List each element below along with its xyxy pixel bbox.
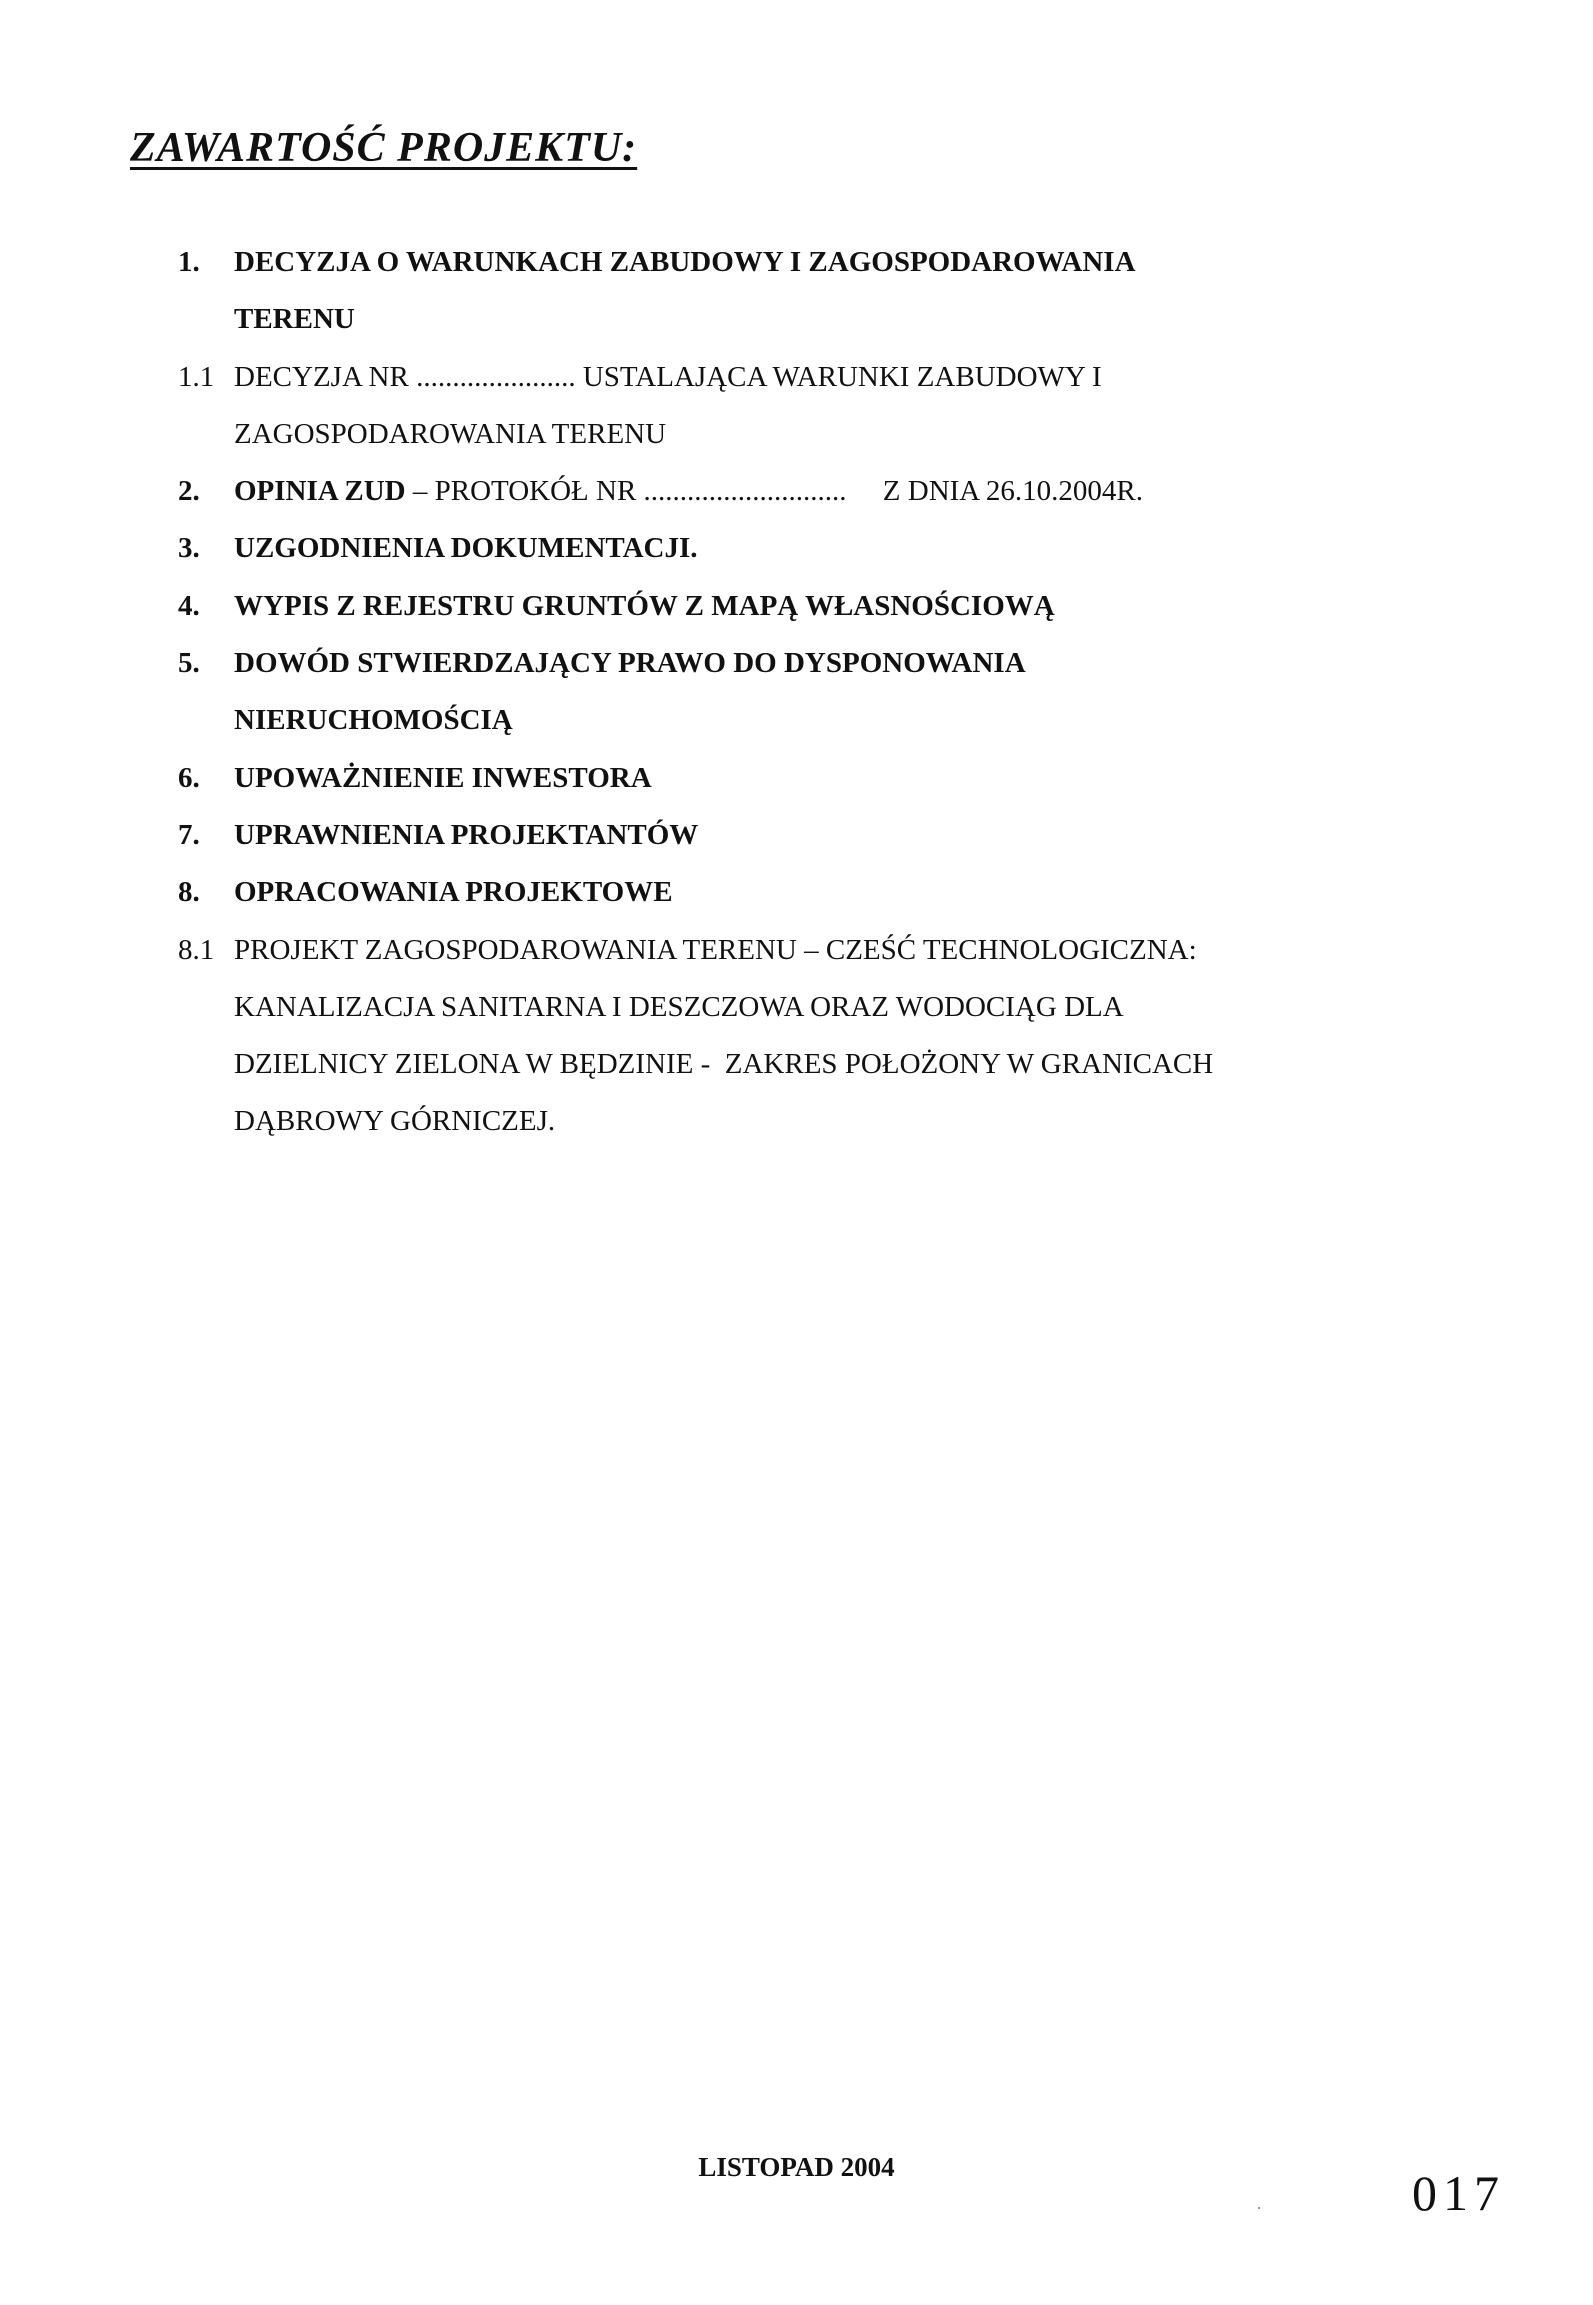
toc-item-text: OPRACOWANIA PROJEKTOWE xyxy=(234,876,673,909)
toc-item-number: 3. xyxy=(178,532,200,565)
toc-item-text: ZAGOSPODAROWANIA TERENU xyxy=(234,417,667,450)
toc-item-4 xyxy=(178,578,1428,635)
toc-item-number: 8.1 xyxy=(178,933,215,966)
toc-item-text: DOWÓD STWIERDZAJĄCY PRAWO DO DYSPONOWANIA xyxy=(234,647,1026,680)
toc-item-text: UPOWAŻNIENIE INWESTORA xyxy=(234,761,652,794)
toc-item-text: KANALIZACJA SANITARNA I DESZCZOWA ORAZ WODOCIĄG DLA xyxy=(234,990,1124,1023)
toc-item-text: PROJEKT ZAGOSPODAROWANIA TERENU – CZEŚĆ TECHNOLOGICZNA: xyxy=(234,933,1197,966)
footer-date: LISTOPAD 2004 xyxy=(698,2152,895,2182)
toc-item-number: 2. xyxy=(178,475,200,508)
toc-item-5 xyxy=(178,635,1428,750)
toc-item-text: NIERUCHOMOŚCIĄ xyxy=(234,704,513,737)
toc-item-text: DĄBROWY GÓRNICZEJ. xyxy=(234,1105,556,1138)
toc-item-1-1 xyxy=(178,349,1428,464)
toc-item-text: DZIELNICY ZIELONA W BĘDZINIE - ZAKRES POŁOŻONY W GRANICACH xyxy=(234,1048,1214,1081)
toc-item-number: 1. xyxy=(178,246,200,278)
toc-item-number: 8. xyxy=(178,876,200,909)
toc-item-bold-prefix: OPINIA ZUD xyxy=(234,475,406,508)
toc-item-rest: – PROTOKÓŁ NR ............................ Z DNIA 26.10.2004R. xyxy=(405,475,1143,508)
toc-item-number: 4. xyxy=(178,589,200,622)
toc-item-number: 1.1 xyxy=(178,360,215,393)
toc-item-number: 5. xyxy=(178,647,200,680)
toc-item-text: UPRAWNIENIA PROJEKTANTÓW xyxy=(234,818,699,851)
toc-item-number: 6. xyxy=(178,761,200,794)
toc-item-8 xyxy=(178,864,1428,921)
page-number: 017 xyxy=(1412,2165,1505,2221)
toc-item-text xyxy=(234,463,1428,520)
toc-item-7 xyxy=(178,807,1428,864)
toc-item-text: TERENU xyxy=(234,303,355,336)
toc-item-6 xyxy=(178,750,1428,807)
toc-item-text: DECYZJA O WARUNKACH ZABUDOWY I ZAGOSPODAROWANIA xyxy=(234,246,1136,278)
toc-item-text: DECYZJA NR ...................... USTALAJĄCA WARUNKI ZABUDOWY I xyxy=(234,360,1102,393)
toc-item-text: WYPIS Z REJESTRU GRUNTÓW Z MAPĄ WŁASNOŚCIOWĄ xyxy=(234,589,1055,622)
toc-item-number: 7. xyxy=(178,818,200,851)
toc-item-8-1 xyxy=(178,922,1428,1151)
table-of-contents xyxy=(178,234,1428,1151)
document-title: ZAWARTOŚĆ PROJEKTU: xyxy=(130,125,638,171)
toc-item-text: UZGODNIENIA DOKUMENTACJI. xyxy=(234,532,698,565)
toc-item-1 xyxy=(178,234,1428,349)
toc-item-2 xyxy=(178,463,1428,520)
toc-item-3 xyxy=(178,520,1428,577)
scan-speck xyxy=(1258,2207,1260,2209)
